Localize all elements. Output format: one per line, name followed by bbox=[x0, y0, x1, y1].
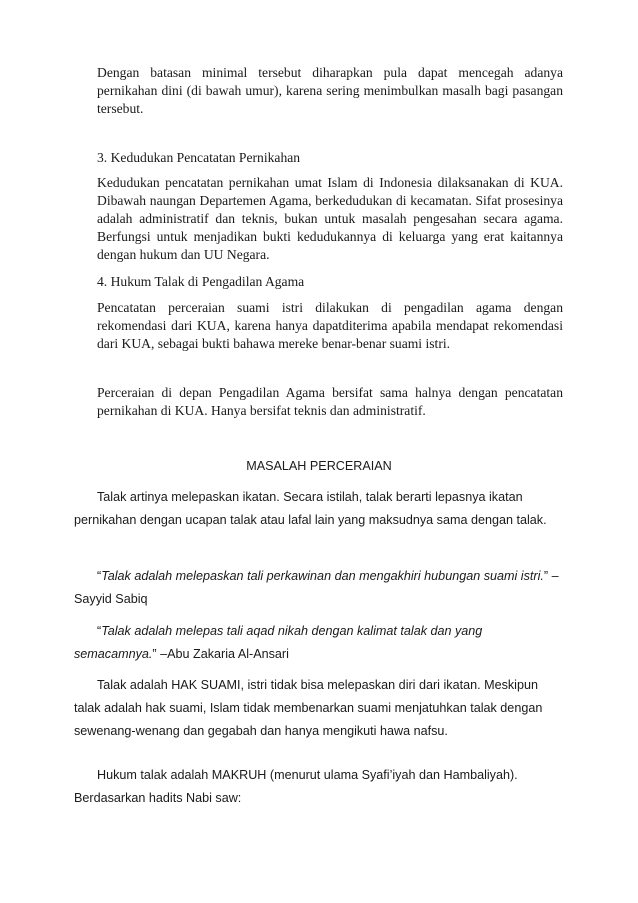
quote-1-author: Sayyid Sabiq bbox=[74, 592, 148, 606]
hukum-talak-paragraph bbox=[74, 764, 566, 810]
talak-definition-text: Talak artinya melepaskan ikatan. Secara istilah, talak berarti lepasnya ikatan pernikahan dengan ucapan talak atau lafal lain yang maksudnya sama dengan talak. bbox=[74, 490, 547, 527]
section-4-heading: 4. Hukum Talak di Pengadilan Agama bbox=[97, 274, 305, 289]
section-4-paragraph-2: Perceraian di depan Pengadilan Agama bersifat sama halnya dengan pencatatan pernikahan di KUA. Hanya bersifat teknis dan administratif. bbox=[97, 385, 563, 418]
section-4-paragraph-1: Pencatatan perceraian suami istri dilakukan di pengadilan agama dengan rekomendasi dari KUA, karena hanya dapatditerima apabila mendapat rekomendasi dari KUA, sebagai bukti bahawa mereke benar-benar suami istri. bbox=[97, 300, 563, 351]
talak-definition-paragraph bbox=[74, 486, 566, 532]
quote-1-text: Talak adalah melepaskan tali perkawinan dan mengakhiri hubungan suami istri. bbox=[101, 569, 544, 583]
quote-2-text: Talak adalah melepas tali aqad nikah dengan kalimat talak dan yang semacamnya. bbox=[74, 624, 483, 661]
hak-suami-text: Talak adalah HAK SUAMI, istri tidak bisa melepaskan diri dari ikatan. Meskipun talak adalah hak suami, Islam tidak membenarkan suami menjatuhkan talak dengan sewenang-wenang dan gegabah dan hanya mengikuti hawa nafsu. bbox=[74, 678, 543, 738]
quote-sayyid-sabiq: “Talak adalah melepaskan tali perkawinan dan mengakhiri hubungan suami istri.” –Sayyid Sabiq bbox=[74, 569, 559, 606]
hukum-talak-text: Hukum talak adalah MAKRUH (menurut ulama Syafi’iyah dan Hambaliyah). Berdasarkan hadits Nabi saw: bbox=[74, 768, 518, 805]
quote-abu-zakaria: “Talak adalah melepas tali aqad nikah dengan kalimat talak dan yang semacamnya.” –Abu Zakaria Al-Ansari bbox=[74, 624, 483, 661]
section-3-heading: 3. Kedudukan Pencatatan Pernikahan bbox=[97, 150, 301, 165]
masalah-perceraian-title: MASALAH PERCERAIAN bbox=[246, 459, 392, 473]
hak-suami-paragraph bbox=[74, 674, 566, 743]
quote-2-author: Abu Zakaria Al-Ansari bbox=[167, 647, 289, 661]
section-3-paragraph: Kedudukan pencatatan pernikahan umat Islam di Indonesia dilaksanakan di KUA. Dibawah naungan Departemen Agama, berkedudukan di kecamatan. Sifat prosesinya adalah administratif dan teknis, bukan untuk masalah pengesahan secara agama. Berfungsi untuk menjadikan bukti kedudukannya di keluarga yang erat kaitannya dengan hukum dan UU Negara. bbox=[97, 175, 563, 262]
intro-paragraph: Dengan batasan minimal tersebut diharapkan pula dapat mencegah adanya pernikahan dini (di bawah umur), karena sering menimbulkan masalh bagi pasangan tersebut. bbox=[97, 65, 563, 116]
